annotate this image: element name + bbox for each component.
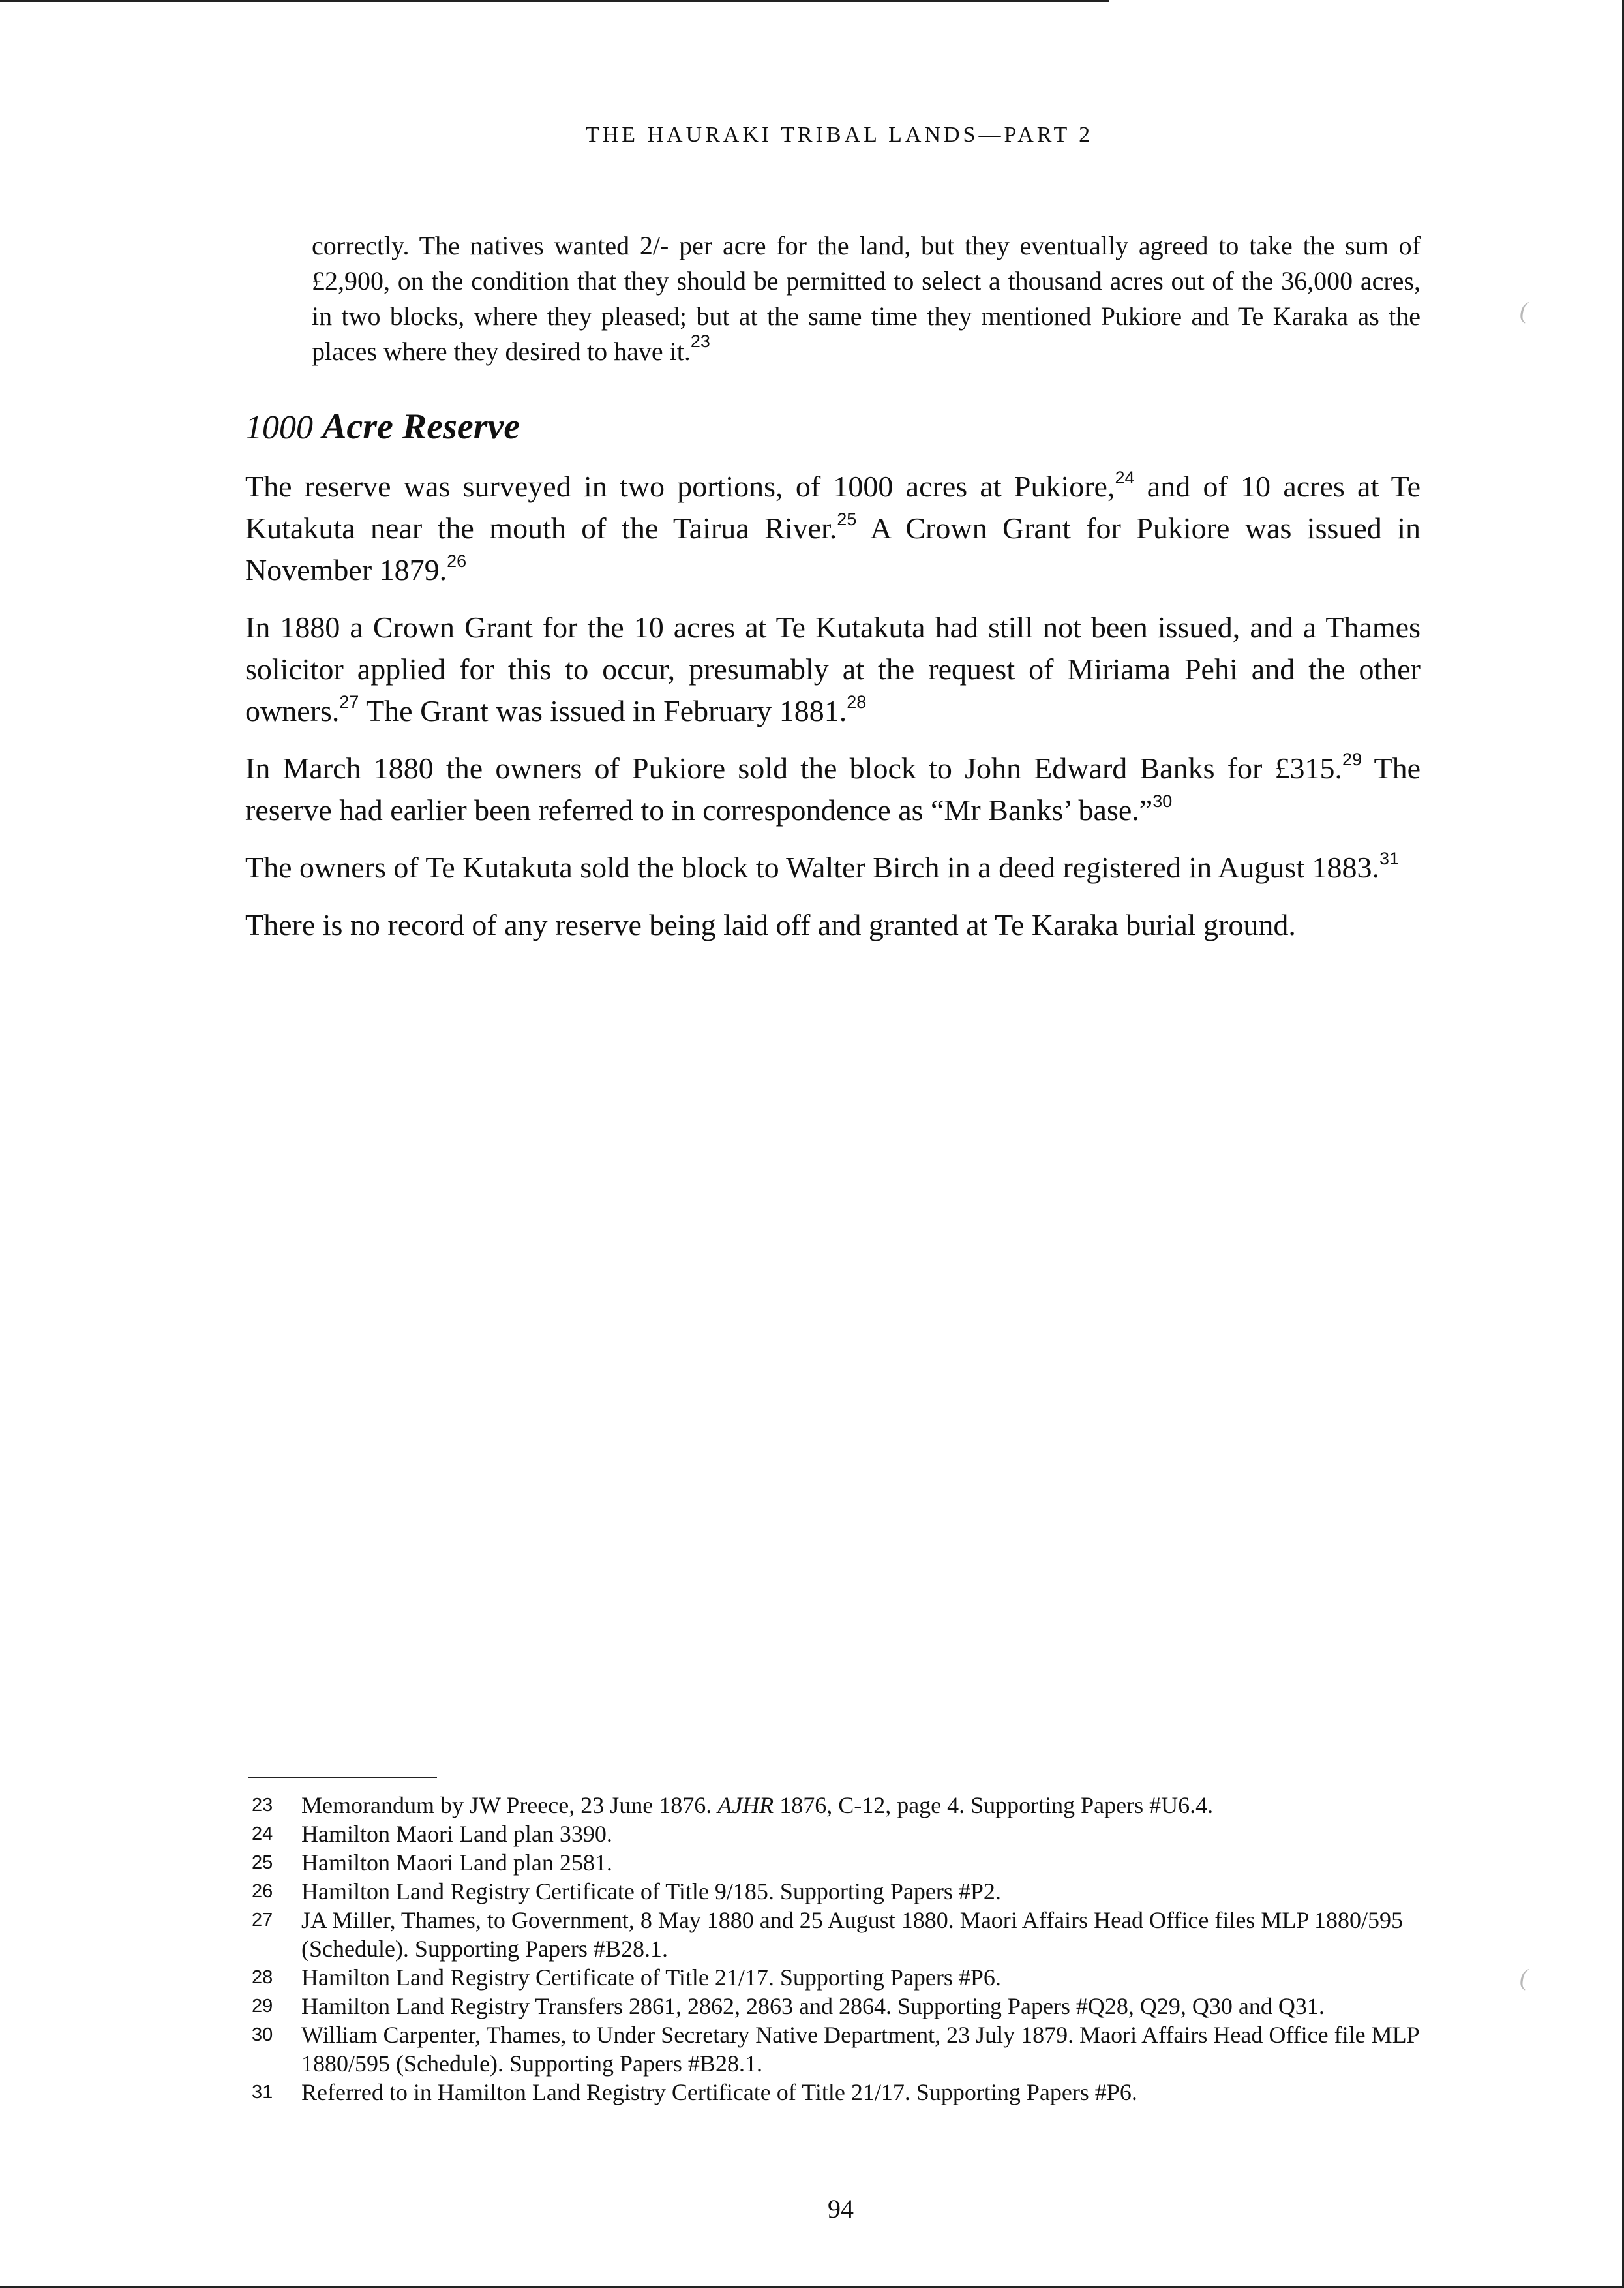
footnotes-list <box>252 1791 1426 2107</box>
footnote-ref: 31 <box>1379 849 1400 868</box>
footnote-ref: 27 <box>339 692 359 712</box>
section-heading <box>245 406 520 448</box>
footnote-number: 27 <box>252 1910 273 1930</box>
section-heading-number: 1000 <box>245 409 313 446</box>
body-paragraph <box>245 904 1421 946</box>
footnote-ref: 24 <box>1115 468 1135 487</box>
footnote-number: 23 <box>252 1795 273 1816</box>
body-paragraph <box>245 847 1421 889</box>
footnote-text: Referred to in Hamilton Land Registry Certificate of Title 21/17. Supporting Papers #P6. <box>301 2079 1137 2105</box>
footnote-item <box>252 1791 1426 1820</box>
footnote-ref: 25 <box>837 510 857 529</box>
page-number: 94 <box>828 2194 854 2223</box>
body-text: The owners of Te Kutakuta sold the block to Walter Birch in a deed registered in August 1883. <box>245 851 1379 884</box>
footnote-ref: 29 <box>1342 750 1362 769</box>
intro-paragraph <box>312 228 1421 369</box>
footnote-text: JA Miller, Thames, to Government, 8 May 1880 and 25 August 1880. Maori Affairs Head Office files MLP 1880/595 (Schedule). Supporting Papers #B28.1. <box>301 1907 1404 1962</box>
scan-border-top <box>0 0 1109 2</box>
body-paragraph <box>245 466 1421 591</box>
footnote-text: Hamilton Maori Land plan 3390. <box>301 1821 612 1847</box>
footnote-number: 31 <box>252 2082 273 2103</box>
footnote-number: 29 <box>252 1996 273 2017</box>
footnote-ref: 23 <box>690 331 710 351</box>
body-text: The reserve was surveyed in two portions, of 1000 acres at Pukiore, <box>245 470 1115 503</box>
footnote-item <box>252 2078 1426 2107</box>
footnote-item <box>252 1820 1426 1848</box>
body-text: In 1880 a Crown Grant for the 10 acres at Te Kutakuta had still not been issued, and a Thames solicitor applied for this to occur, presumably at the request of Miriama Pehi and the other owners. <box>245 611 1421 727</box>
footnote-item <box>252 1992 1426 2021</box>
section-heading-text: Acre Reserve <box>322 406 520 447</box>
footnote-item <box>252 2021 1426 2078</box>
scan-speck: ( <box>1520 1964 1527 1991</box>
running-head: THE HAURAKI TRIBAL LANDS—PART 2 <box>585 123 1094 147</box>
footnote-rule <box>248 1777 437 1778</box>
footnote-number: 28 <box>252 1967 273 1988</box>
footnote-text: Hamilton Land Registry Certificate of Title 21/17. Supporting Papers #P6. <box>301 1964 1001 1991</box>
footnote-ref: 26 <box>447 551 467 571</box>
footnote-text: Hamilton Land Registry Certificate of Title 9/185. Supporting Papers #P2. <box>301 1878 1001 1904</box>
intro-text: correctly. The natives wanted 2/- per acre for the land, but they eventually agreed to take the sum of £2,900, on the condition that they should be permitted to select a thousand acres out of the 36,000 acres, in two blocks, where they pleased; but at the same time they mentioned Pukiore and Te Karaka as the places where they desired to have it. <box>312 231 1421 366</box>
body-paragraph <box>245 748 1421 831</box>
body-paragraph <box>245 607 1421 732</box>
footnote-item <box>252 1963 1426 1992</box>
section-body <box>245 466 1421 962</box>
footnote-ref: 28 <box>847 692 867 712</box>
footnote-item <box>252 1877 1426 1906</box>
footnote-number: 30 <box>252 2024 273 2045</box>
body-text: The Grant was issued in February 1881. <box>359 694 847 727</box>
body-text: A Crown Grant for Pukiore was issued in November 1879. <box>245 511 1421 587</box>
footnote-ref: 30 <box>1152 791 1173 811</box>
footnote-item <box>252 1848 1426 1877</box>
body-text: In March 1880 the owners of Pukiore sold the block to John Edward Banks for £315. <box>245 752 1343 785</box>
footnote-text: Memorandum by JW Preece, 23 June 1876. <box>301 1792 718 1818</box>
body-text: There is no record of any reserve being laid off and granted at Te Karaka burial ground. <box>245 908 1296 941</box>
footnote-text: William Carpenter, Thames, to Under Secretary Native Department, 23 July 1879. Maori Affairs Head Office file MLP 1880/595 (Schedule). Supporting Papers #B28.1. <box>301 2022 1419 2077</box>
footnote-text: Hamilton Land Registry Transfers 2861, 2862, 2863 and 2864. Supporting Papers #Q28, Q29, Q30 and Q31. <box>301 1993 1325 2019</box>
footnote-italic: AJHR <box>717 1792 774 1818</box>
footnote-number: 25 <box>252 1852 273 1873</box>
footnote-text: Hamilton Maori Land plan 2581. <box>301 1850 612 1876</box>
body-text: and of 10 acres at Te Kutakuta near the mouth of the Tairua River. <box>245 470 1421 545</box>
body-text: The reserve had earlier been referred to in correspondence as “Mr Banks’ base.” <box>245 752 1421 827</box>
footnote-number: 24 <box>252 1823 273 1844</box>
footnote-item <box>252 1906 1426 1963</box>
scan-speck: ( <box>1520 297 1527 324</box>
footnote-text: 1876, C-12, page 4. Supporting Papers #U6.4. <box>774 1792 1214 1818</box>
footnote-number: 26 <box>252 1881 273 1902</box>
